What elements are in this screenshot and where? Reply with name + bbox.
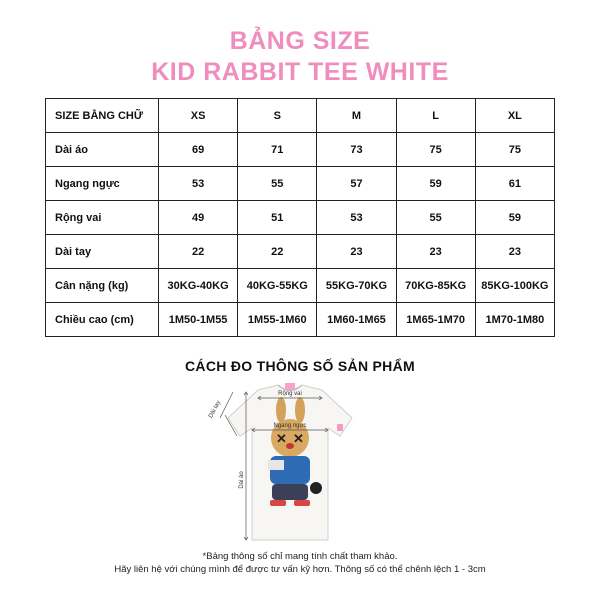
table-cell: 59 xyxy=(396,167,475,201)
row-label: Rộng vai xyxy=(46,201,159,235)
header-cell: M xyxy=(317,99,396,133)
table-cell: 69 xyxy=(159,133,238,167)
table-cell: 75 xyxy=(475,133,554,167)
table-cell: 23 xyxy=(317,235,396,269)
table-row xyxy=(46,303,555,337)
table-row xyxy=(46,133,555,167)
table-cell: 30KG-40KG xyxy=(159,269,238,303)
product-name: KID RABBIT TEE WHITE xyxy=(151,58,449,86)
label-dai-ao: Dài áo xyxy=(239,471,245,489)
row-label: Ngang ngực xyxy=(46,167,159,201)
svg-text:✕: ✕ xyxy=(276,431,287,446)
table-cell: 1M50-1M55 xyxy=(159,303,238,337)
table-cell: 1M60-1M65 xyxy=(317,303,396,337)
row-label: Dài áo xyxy=(46,133,159,167)
table-cell: 55 xyxy=(238,167,317,201)
measurement-heading: CÁCH ĐO THÔNG SỐ SẢN PHẨM xyxy=(185,358,415,374)
size-chart-title: BẢNG SIZE xyxy=(229,27,371,55)
table-cell: 23 xyxy=(475,235,554,269)
row-label: Cân nặng (kg) xyxy=(46,269,159,303)
table-cell: 53 xyxy=(317,201,396,235)
neck-tag xyxy=(285,383,295,390)
label-ngang-nguc: Ngang ngực xyxy=(273,423,307,429)
table-cell: 53 xyxy=(159,167,238,201)
table-cell: 75 xyxy=(396,133,475,167)
row-label: Chiều cao (cm) xyxy=(46,303,159,337)
svg-text:✕: ✕ xyxy=(293,431,304,446)
table-cell: 59 xyxy=(475,201,554,235)
table-cell: 70KG-85KG xyxy=(396,269,475,303)
size-table xyxy=(45,98,555,337)
table-row xyxy=(46,167,555,201)
disclaimer-line-1: *Bảng thông số chỉ mang tính chất tham khảo. xyxy=(202,551,398,562)
table-cell: 22 xyxy=(238,235,317,269)
header-cell: SIZE BẰNG CHỮ xyxy=(46,99,159,133)
table-cell: 49 xyxy=(159,201,238,235)
disclaimer-line-2: Hãy liên hệ với chúng mình để được tư vấn kỹ hơn. Thông số có thể chênh lệch 1 - 3cm xyxy=(114,564,486,575)
row-label: Dài tay xyxy=(46,235,159,269)
table-cell: 55 xyxy=(396,201,475,235)
table-cell: 1M55-1M60 xyxy=(238,303,317,337)
table-cell: 85KG-100KG xyxy=(475,269,554,303)
table-cell: 51 xyxy=(238,201,317,235)
table-cell: 73 xyxy=(317,133,396,167)
header-cell: S xyxy=(238,99,317,133)
table-cell: 1M65-1M70 xyxy=(396,303,475,337)
table-cell: 40KG-55KG xyxy=(238,269,317,303)
table-cell: 23 xyxy=(396,235,475,269)
table-cell: 71 xyxy=(238,133,317,167)
table-row xyxy=(46,269,555,303)
header-cell: XS xyxy=(159,99,238,133)
header-cell: L xyxy=(396,99,475,133)
table-cell: 1M70-1M80 xyxy=(475,303,554,337)
header-cell: XL xyxy=(475,99,554,133)
table-header-row xyxy=(46,99,555,133)
table-row xyxy=(46,201,555,235)
label-rong-vai: Rộng vai xyxy=(278,391,302,397)
table-cell: 57 xyxy=(317,167,396,201)
sleeve-badge xyxy=(337,424,343,431)
label-dai-tay: Dài tay xyxy=(208,399,223,420)
table-row xyxy=(46,235,555,269)
tshirt-measurement-diagram xyxy=(190,380,390,545)
table-cell: 61 xyxy=(475,167,554,201)
table-cell: 55KG-70KG xyxy=(317,269,396,303)
table-cell: 22 xyxy=(159,235,238,269)
